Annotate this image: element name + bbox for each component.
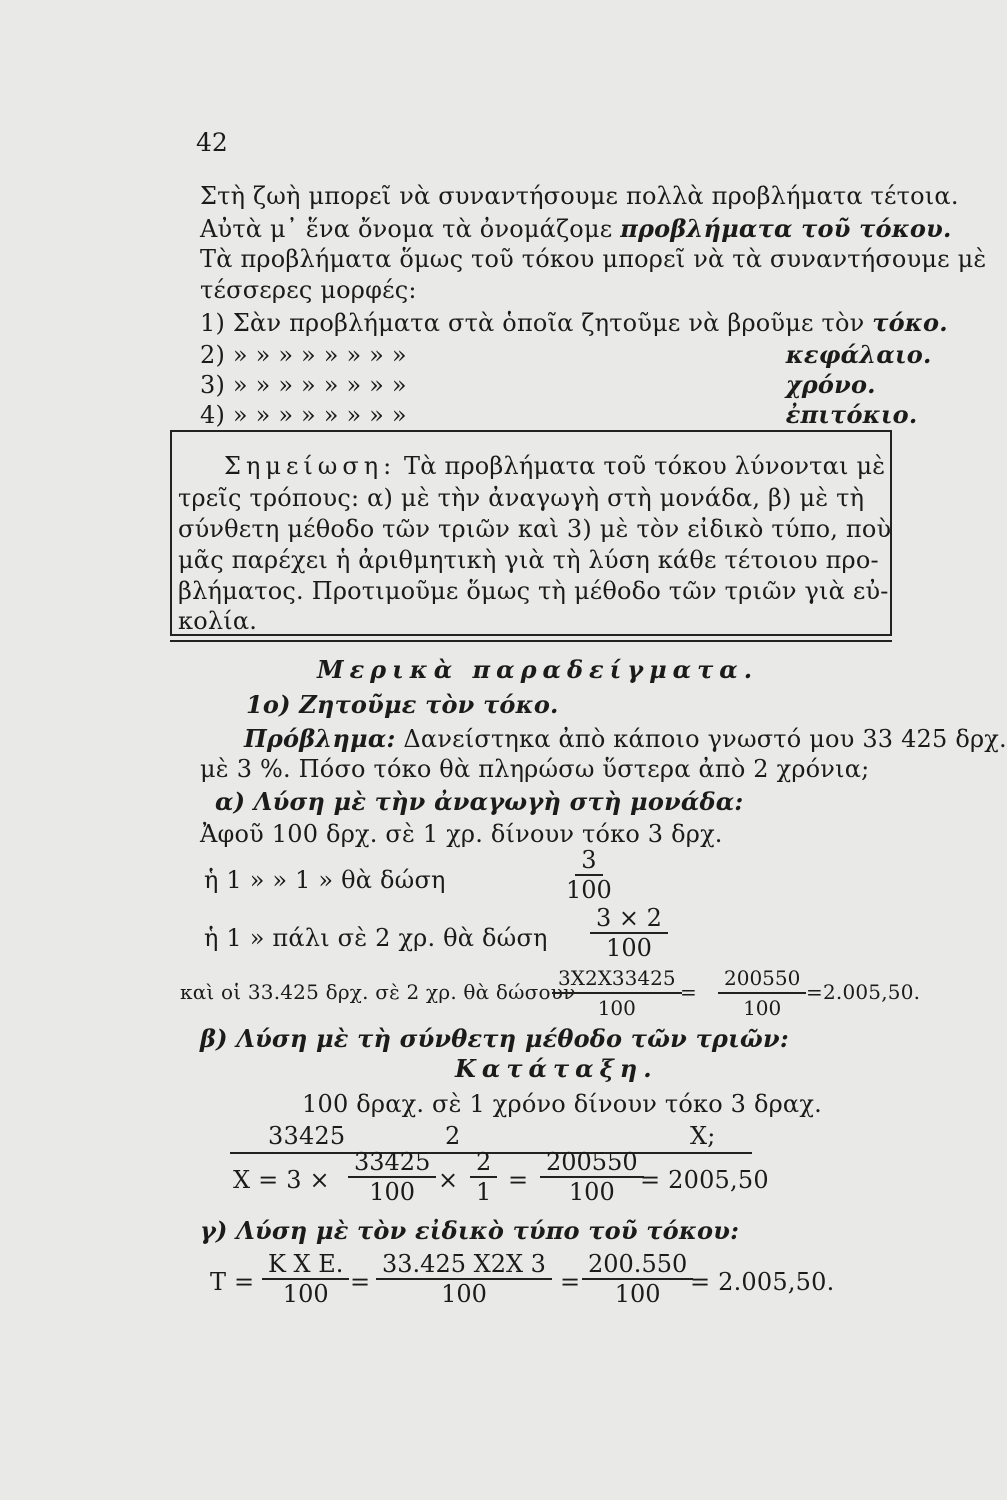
- fraction-c3-denominator: 100: [614, 1280, 661, 1308]
- form-4-word: ἐπιτόκιο.: [785, 400, 918, 429]
- form-2-word: κεφάλαιο.: [785, 340, 932, 369]
- fraction-b3: [540, 1148, 644, 1206]
- note-line-6: κολία.: [178, 607, 258, 635]
- fraction-a2: [590, 904, 668, 962]
- fraction-a3-numerator: 3Χ2Χ33425: [552, 964, 682, 994]
- solution-c-title: γ) Λύση μὲ τὸν εἰδικὸ τύπο τοῦ τόκου:: [200, 1216, 740, 1245]
- form-1-num: 1): [200, 309, 226, 337]
- intro-line-1: Στὴ ζωὴ μπορεῖ νὰ συναντήσουμε πολλὰ προβλήματα τέτοια.: [200, 182, 959, 210]
- fraction-a3-denominator: 100: [597, 996, 636, 1020]
- note-line-5: βλήματος. Προτιμοῦμε ὅμως τὴ μέθοδο τῶν τριῶν γιὰ εὐ-: [178, 577, 889, 605]
- fraction-b3-numerator: 200550: [540, 1148, 644, 1178]
- form-1-text: Σὰν προβλήματα στὰ ὁποῖα ζητοῦμε νὰ βροῦμε τὸν: [232, 309, 865, 337]
- fraction-a4-numerator: 200550: [718, 964, 806, 994]
- solution-b-result: = 2005,50: [640, 1166, 769, 1194]
- solution-b-x: Χ = 3 ×: [233, 1166, 330, 1194]
- intro-line-4: τέσσερες μορφές:: [200, 276, 417, 304]
- fraction-b2-denominator: 1: [476, 1178, 492, 1206]
- layout-c1: 33425: [268, 1122, 346, 1150]
- problem-line-1-text: Δανείστηκα ἀπὸ κάποιο γνωστό μου 33 425 δρχ.: [395, 725, 1007, 753]
- fraction-a1-numerator: 3: [575, 846, 602, 876]
- form-3-word: χρόνο.: [785, 370, 876, 399]
- fraction-b3-denominator: 100: [568, 1178, 615, 1206]
- fraction-a4-denominator: 100: [743, 996, 782, 1020]
- form-1-word: τόκο.: [872, 308, 948, 337]
- note-line-1-text: Τὰ προβλήματα τοῦ τόκου λύνονται μὲ: [396, 452, 886, 480]
- fraction-b2: [470, 1148, 497, 1206]
- solution-a-result: =2.005,50.: [806, 980, 921, 1004]
- form-2: [200, 340, 932, 369]
- fraction-c3-numerator: 200.550: [582, 1250, 693, 1280]
- fraction-b1: [348, 1148, 436, 1206]
- page-number: 42: [196, 128, 228, 157]
- solution-b-subtitle: Κατάταξη.: [455, 1054, 658, 1083]
- form-3-num: 3): [200, 371, 226, 399]
- fraction-c2-denominator: 100: [441, 1280, 487, 1308]
- form-2-num: 2): [200, 341, 226, 369]
- intro-line-2: [200, 214, 952, 243]
- fraction-a4: [718, 964, 806, 1022]
- intro-line-3: Τὰ προβλήματα ὅμως τοῦ τόκου μπορεῖ νὰ τὰ συναντήσουμε μὲ: [200, 245, 987, 273]
- fraction-c1-numerator: Κ Χ Ε.: [262, 1250, 349, 1280]
- solution-c-equals-2: =: [560, 1268, 581, 1296]
- examples-title: Μερικὰ παραδείγματα.: [317, 655, 759, 684]
- fraction-a2-numerator: 3 × 2: [590, 904, 668, 934]
- layout-c3: Χ;: [690, 1122, 716, 1150]
- layout-c2: 2: [445, 1122, 461, 1150]
- note-line-1: [224, 452, 885, 480]
- solution-b-line-1: 100 δραχ. σὲ 1 χρόνο δίνουν τόκο 3 δραχ.: [302, 1090, 822, 1118]
- fraction-c2-numerator: 33.425 Χ2Χ 3: [376, 1250, 552, 1280]
- fraction-a3: [552, 964, 682, 1022]
- solution-a-title: α) Λύση μὲ τὴν ἀναγωγὴ στὴ μονάδα:: [215, 787, 744, 816]
- solution-b-times: ×: [438, 1166, 459, 1194]
- solution-a-equals: =: [680, 980, 697, 1004]
- note-line-2: τρεῖς τρόπους: α) μὲ τὴν ἀναγωγὴ στὴ μονάδα, β) μὲ τὴ: [178, 484, 865, 512]
- form-2-ditto: » » » » » » » »: [232, 341, 407, 369]
- fraction-c1-denominator: 100: [282, 1280, 329, 1308]
- fraction-a1-denominator: 100: [566, 876, 612, 904]
- fraction-c2: [376, 1250, 552, 1308]
- fraction-b1-numerator: 33425: [348, 1148, 436, 1178]
- solution-c-t: Τ =: [210, 1268, 255, 1296]
- note-line-3: σύνθετη μέθοδο τῶν τριῶν καὶ 3) μὲ τὸν εἰδικὸ τύπο, ποὺ: [178, 515, 892, 543]
- form-3: [200, 370, 876, 399]
- solution-c-equals-1: =: [350, 1268, 371, 1296]
- subheading-interest: 1ο) Ζητοῦμε τὸν τόκο.: [246, 690, 559, 719]
- solution-a-line-2: ἡ 1 » » 1 » θὰ δώση: [204, 866, 446, 894]
- solution-a-line-4: καὶ οἱ 33.425 δρχ. σὲ 2 χρ. θὰ δώσουν: [180, 980, 576, 1004]
- fraction-c3: [582, 1250, 693, 1308]
- note-line-4: μᾶς παρέχει ἡ ἀριθμητικὴ γιὰ τὴ λύση κάθε τέτοιου προ-: [178, 546, 879, 574]
- solution-b-title: β) Λύση μὲ τὴ σύνθετη μέθοδο τῶν τριῶν:: [200, 1024, 789, 1053]
- fraction-b1-denominator: 100: [369, 1178, 416, 1206]
- fraction-b2-numerator: 2: [470, 1148, 497, 1178]
- form-4: [200, 400, 917, 429]
- solution-c-result: = 2.005,50.: [690, 1268, 835, 1296]
- form-1: [200, 308, 948, 337]
- solution-a-line-1: Ἀφοῦ 100 δρχ. σὲ 1 χρ. δίνουν τόκο 3 δρχ.: [200, 820, 723, 848]
- problem-line-2: μὲ 3 %. Πόσο τόκο θὰ πληρώσω ὕστερα ἀπὸ 2 χρόνια;: [200, 755, 870, 783]
- intro-term: προβλήματα τοῦ τόκου.: [620, 214, 952, 243]
- form-3-ditto: » » » » » » » »: [232, 371, 407, 399]
- solution-b-equals: =: [508, 1166, 529, 1194]
- note-label: Σημείωση:: [224, 452, 397, 480]
- fraction-a2-denominator: 100: [606, 934, 652, 962]
- solution-a-line-3: ἡ 1 » πάλι σὲ 2 χρ. θὰ δώση: [204, 924, 548, 952]
- fraction-a1: [566, 846, 612, 904]
- problem-line-1: [244, 724, 1007, 753]
- form-4-num: 4): [200, 401, 226, 429]
- problem-label: Πρόβλημα:: [244, 724, 396, 753]
- fraction-c1: [262, 1250, 349, 1308]
- intro-line-2-text: Αὐτὰ μ᾽ ἕνα ὄνομα τὰ ὀνομάζομε: [200, 215, 621, 243]
- form-4-ditto: » » » » » » » »: [232, 401, 407, 429]
